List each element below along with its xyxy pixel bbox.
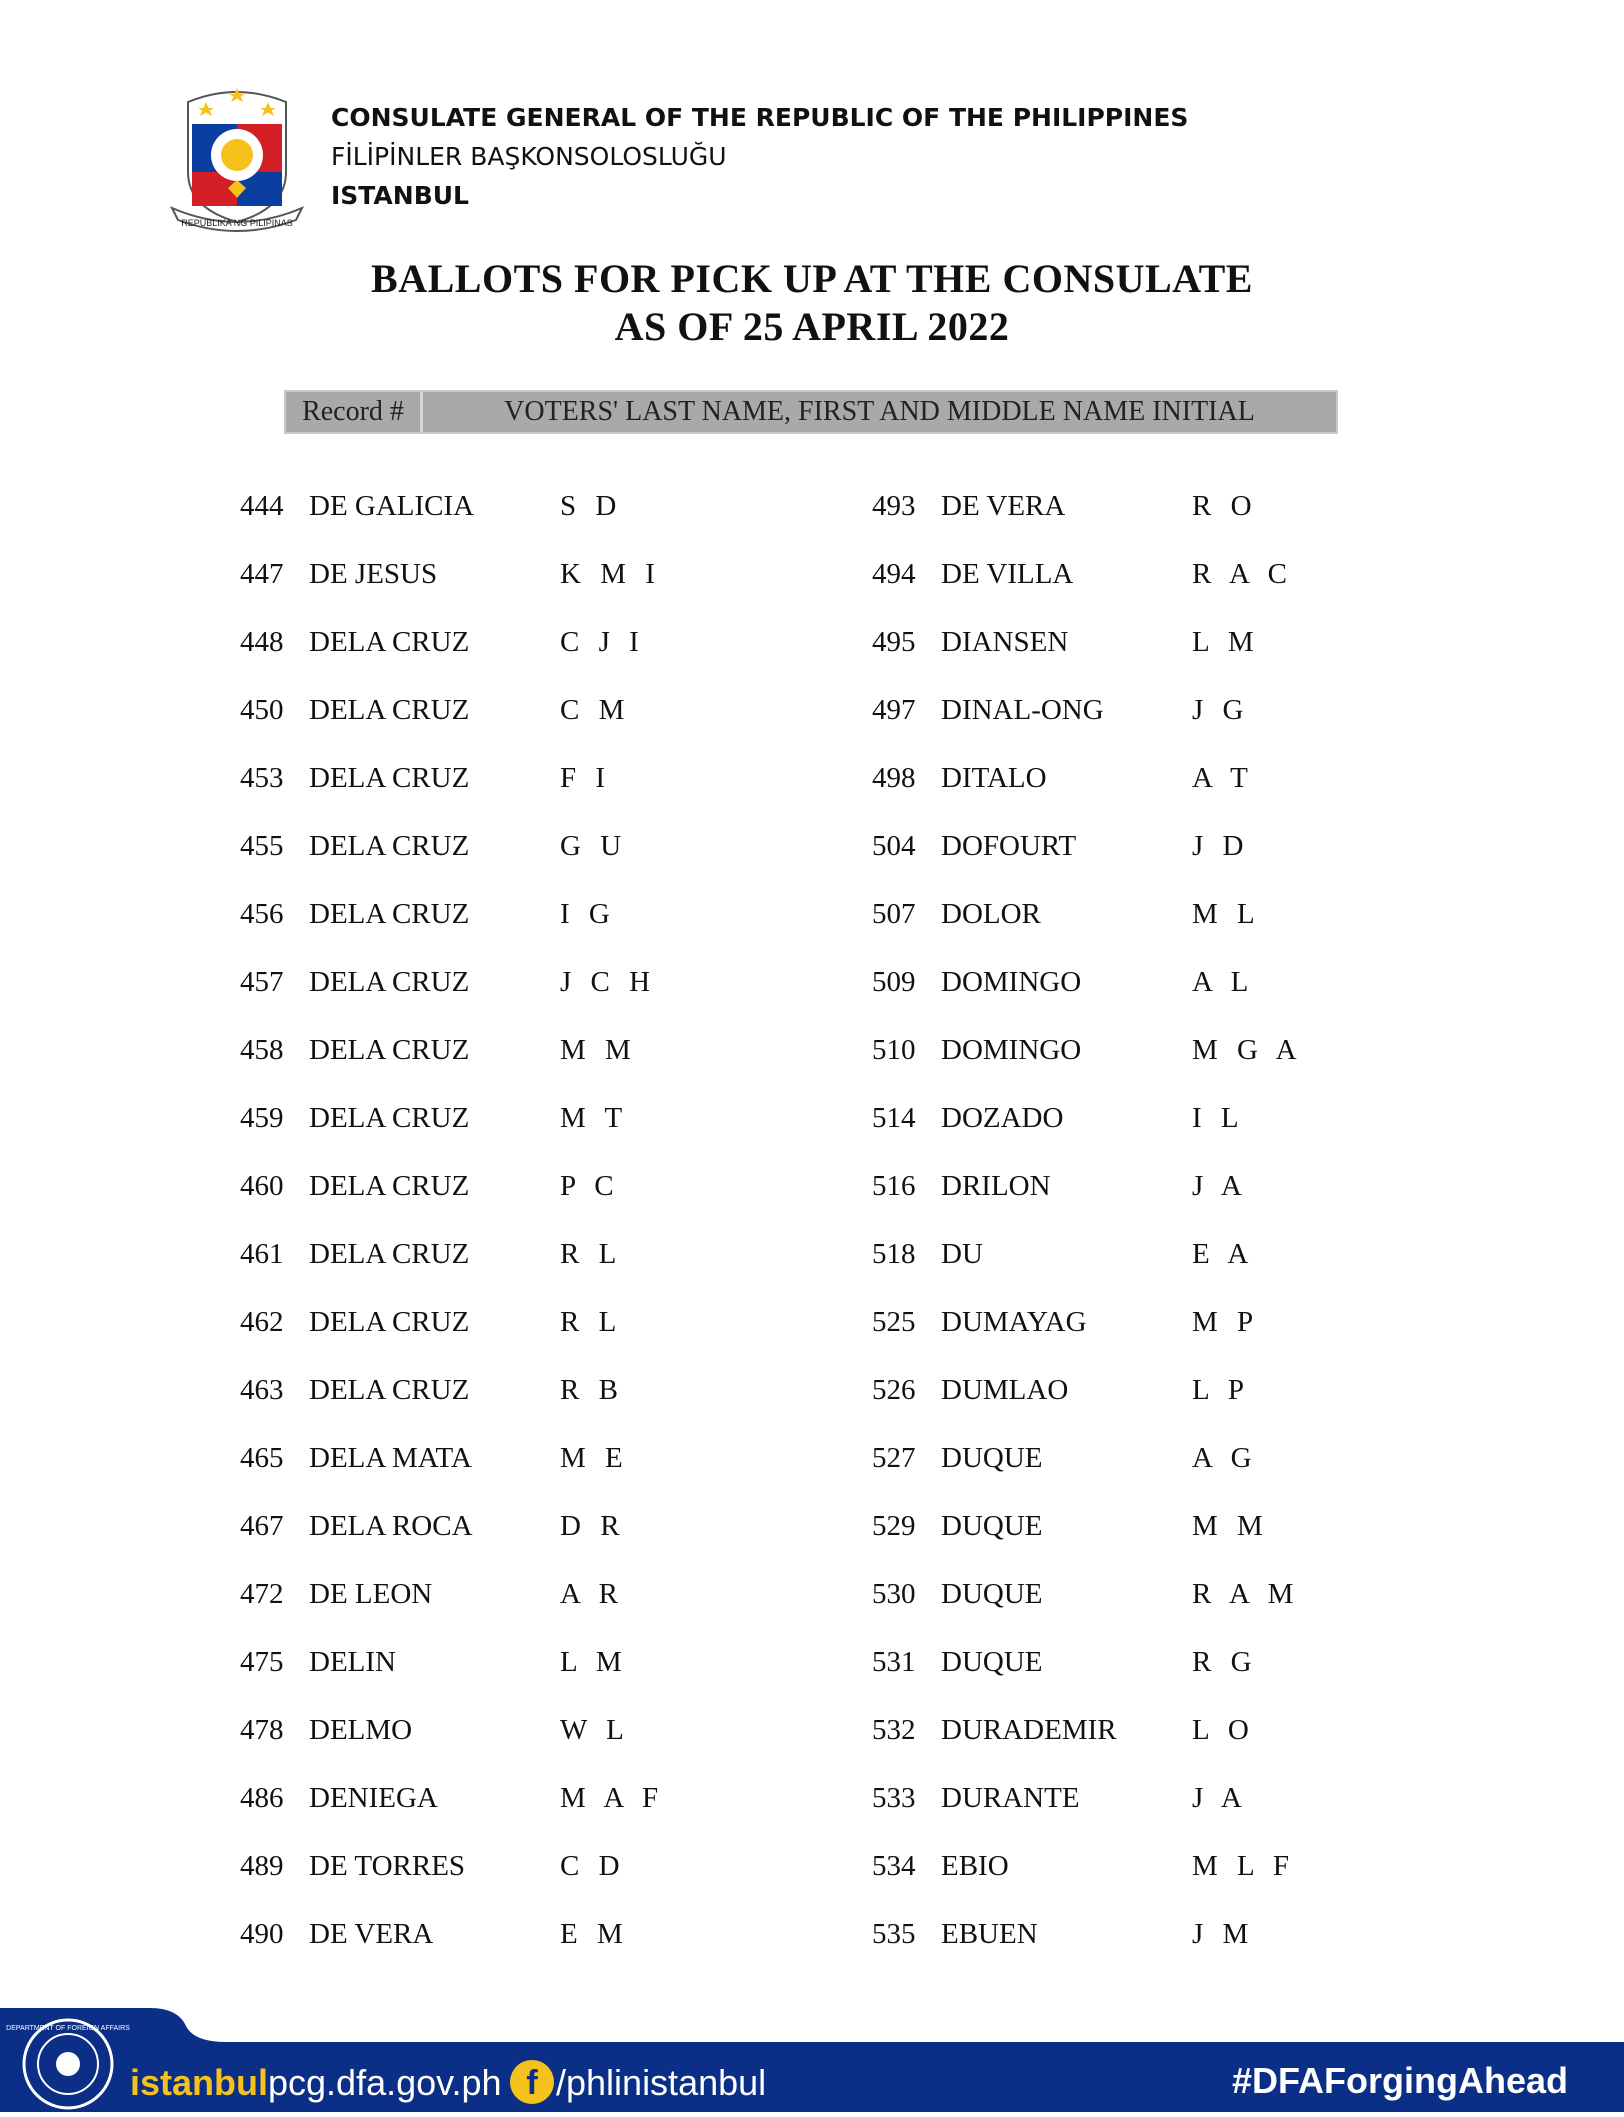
- name-initials: R A C: [1192, 558, 1287, 590]
- record-number: 516: [872, 1170, 916, 1202]
- record-number: 486: [240, 1782, 284, 1814]
- record-number: 450: [240, 694, 284, 726]
- last-name: DUQUE: [941, 1646, 1043, 1678]
- name-initials: A G: [1192, 1442, 1252, 1474]
- document-subtitle: AS OF 25 APRIL 2022: [614, 304, 1010, 349]
- last-name: DUQUE: [941, 1510, 1043, 1542]
- record-number: 459: [240, 1102, 284, 1134]
- name-initials: J M: [1192, 1918, 1249, 1950]
- last-name: DIANSEN: [941, 626, 1069, 658]
- last-name: DE JESUS: [309, 558, 438, 590]
- name-initials: F I: [560, 762, 606, 794]
- name-initials: M T: [560, 1102, 623, 1134]
- record-number: 507: [872, 898, 916, 930]
- last-name: DELA CRUZ: [309, 830, 470, 862]
- last-name: DU: [941, 1238, 983, 1270]
- last-name: DELA CRUZ: [309, 898, 470, 930]
- header-line-2: FİLİPİNLER BAŞKONSOLOSLUĞU: [331, 142, 727, 171]
- record-number: 448: [240, 626, 284, 658]
- record-number: 509: [872, 966, 916, 998]
- record-number: 531: [872, 1646, 916, 1678]
- name-initials: M L F: [1192, 1850, 1290, 1882]
- column-header-names: VOTERS' LAST NAME, FIRST AND MIDDLE NAME INITIAL: [504, 396, 1255, 427]
- name-initials: D R: [560, 1510, 620, 1542]
- record-number: 526: [872, 1374, 916, 1406]
- last-name: DELA CRUZ: [309, 694, 470, 726]
- name-initials: R G: [1192, 1646, 1252, 1678]
- last-name: DE VERA: [941, 490, 1066, 522]
- record-number: 533: [872, 1782, 916, 1814]
- last-name: DE GALICIA: [309, 490, 475, 522]
- footer-banner: [0, 2000, 1624, 2112]
- name-initials: L O: [1192, 1714, 1249, 1746]
- last-name: DELIN: [309, 1646, 396, 1678]
- name-initials: C D: [560, 1850, 620, 1882]
- philippine-seal-logo: [168, 80, 306, 232]
- name-initials: M P: [1192, 1306, 1254, 1338]
- name-initials: E A: [1192, 1238, 1249, 1270]
- name-initials: I L: [1192, 1102, 1239, 1134]
- last-name: DELA CRUZ: [309, 1306, 470, 1338]
- website-prefix: istanbul: [130, 2062, 269, 2103]
- record-number: 535: [872, 1918, 916, 1950]
- record-number: 498: [872, 762, 916, 794]
- record-number: 518: [872, 1238, 916, 1270]
- name-initials: J A: [1192, 1170, 1242, 1202]
- name-initials: S D: [560, 490, 617, 522]
- last-name: DELMO: [309, 1714, 413, 1746]
- last-name: DUQUE: [941, 1442, 1043, 1474]
- last-name: DELA CRUZ: [309, 1374, 470, 1406]
- name-initials: C J I: [560, 626, 639, 658]
- record-number: 460: [240, 1170, 284, 1202]
- hashtag: #DFAForgingAhead: [1231, 2060, 1568, 2101]
- record-number: 465: [240, 1442, 284, 1474]
- record-number: 489: [240, 1850, 284, 1882]
- record-number: 478: [240, 1714, 284, 1746]
- name-initials: C M: [560, 694, 625, 726]
- last-name: DENIEGA: [309, 1782, 438, 1814]
- name-initials: A R: [560, 1578, 618, 1610]
- column-header-record: Record #: [286, 392, 423, 432]
- header-line-1: CONSULATE GENERAL OF THE REPUBLIC OF THE PHILIPPINES: [331, 103, 1189, 132]
- last-name: DE LEON: [309, 1578, 433, 1610]
- last-name: DRILON: [941, 1170, 1051, 1202]
- last-name: EBUEN: [941, 1918, 1038, 1950]
- record-number: 534: [872, 1850, 916, 1882]
- record-number: 532: [872, 1714, 916, 1746]
- last-name: DOZADO: [941, 1102, 1064, 1134]
- last-name: DE VERA: [309, 1918, 434, 1950]
- last-name: DOLOR: [941, 898, 1041, 930]
- name-initials: R L: [560, 1306, 617, 1338]
- last-name: DUMAYAG: [941, 1306, 1087, 1338]
- last-name: DURADEMIR: [941, 1714, 1117, 1746]
- name-initials: L M: [1192, 626, 1254, 658]
- last-name: DELA ROCA: [309, 1510, 473, 1542]
- last-name: DUMLAO: [941, 1374, 1069, 1406]
- record-number: 529: [872, 1510, 916, 1542]
- record-number: 456: [240, 898, 284, 930]
- record-number: 525: [872, 1306, 916, 1338]
- name-initials: W L: [560, 1714, 624, 1746]
- record-number: 510: [872, 1034, 916, 1066]
- name-initials: L P: [1192, 1374, 1245, 1406]
- name-initials: A T: [1192, 762, 1248, 794]
- facebook-icon: f: [510, 2060, 554, 2104]
- document-title: BALLOTS FOR PICK UP AT THE CONSULATE: [371, 256, 1253, 301]
- seal-text: REPUBLIKA NG PILIPINAS: [181, 218, 293, 228]
- record-number: 527: [872, 1442, 916, 1474]
- last-name: DELA CRUZ: [309, 762, 470, 794]
- facebook-link[interactable]: /phlinistanbul: [556, 2062, 767, 2103]
- record-number: 530: [872, 1578, 916, 1610]
- name-initials: J G: [1192, 694, 1244, 726]
- record-number: 495: [872, 626, 916, 658]
- last-name: DOMINGO: [941, 966, 1082, 998]
- name-initials: M E: [560, 1442, 623, 1474]
- name-initials: R B: [560, 1374, 618, 1406]
- last-name: DELA MATA: [309, 1442, 472, 1474]
- name-initials: R O: [1192, 490, 1252, 522]
- name-initials: J A: [1192, 1782, 1242, 1814]
- last-name: DELA CRUZ: [309, 1034, 470, 1066]
- record-number: 490: [240, 1918, 284, 1950]
- last-name: DELA CRUZ: [309, 1170, 470, 1202]
- record-number: 472: [240, 1578, 284, 1610]
- last-name: DELA CRUZ: [309, 966, 470, 998]
- record-number: 455: [240, 830, 284, 862]
- record-number: 514: [872, 1102, 916, 1134]
- name-initials: G U: [560, 830, 622, 862]
- last-name: DELA CRUZ: [309, 1102, 470, 1134]
- name-initials: J D: [1192, 830, 1244, 862]
- last-name: EBIO: [941, 1850, 1009, 1882]
- name-initials: A L: [1192, 966, 1249, 998]
- name-initials: J C H: [560, 966, 651, 998]
- consulate-header: [331, 98, 1188, 215]
- name-initials: M A F: [560, 1782, 659, 1814]
- record-number: 457: [240, 966, 284, 998]
- last-name: DURANTE: [941, 1782, 1080, 1814]
- name-initials: R L: [560, 1238, 617, 1270]
- record-number: 462: [240, 1306, 284, 1338]
- name-initials: M G A: [1192, 1034, 1297, 1066]
- header-line-3: ISTANBUL: [331, 181, 469, 210]
- record-number: 461: [240, 1238, 284, 1270]
- name-initials: M M: [560, 1034, 631, 1066]
- record-number: 497: [872, 694, 916, 726]
- last-name: DELA CRUZ: [309, 1238, 470, 1270]
- record-number: 494: [872, 558, 916, 590]
- last-name: DE VILLA: [941, 558, 1074, 590]
- last-name: DOFOURT: [941, 830, 1077, 862]
- record-number: 447: [240, 558, 284, 590]
- dfa-seal-icon: [6, 2016, 130, 2112]
- website-link[interactable]: [130, 2062, 502, 2104]
- name-initials: M L: [1192, 898, 1255, 930]
- website-suffix: pcg.dfa.gov.ph: [268, 2062, 502, 2103]
- record-number: 493: [872, 490, 916, 522]
- name-initials: R A M: [1192, 1578, 1294, 1610]
- last-name: DOMINGO: [941, 1034, 1082, 1066]
- name-initials: P C: [560, 1170, 614, 1202]
- last-name: DITALO: [941, 762, 1047, 794]
- column-header: [284, 390, 1338, 434]
- record-number: 458: [240, 1034, 284, 1066]
- name-initials: M M: [1192, 1510, 1263, 1542]
- dfa-logo-text: DEPARTMENT OF FOREIGN AFFAIRS: [6, 2025, 130, 2032]
- record-number: 444: [240, 490, 284, 522]
- record-number: 467: [240, 1510, 284, 1542]
- last-name: DE TORRES: [309, 1850, 466, 1882]
- last-name: DUQUE: [941, 1578, 1043, 1610]
- name-initials: K M I: [560, 558, 655, 590]
- name-initials: I G: [560, 898, 610, 930]
- last-name: DINAL-ONG: [941, 694, 1104, 726]
- last-name: DELA CRUZ: [309, 626, 470, 658]
- record-number: 475: [240, 1646, 284, 1678]
- name-initials: E M: [560, 1918, 623, 1950]
- name-initials: L M: [560, 1646, 622, 1678]
- record-number: 504: [872, 830, 916, 862]
- record-number: 453: [240, 762, 284, 794]
- record-number: 463: [240, 1374, 284, 1406]
